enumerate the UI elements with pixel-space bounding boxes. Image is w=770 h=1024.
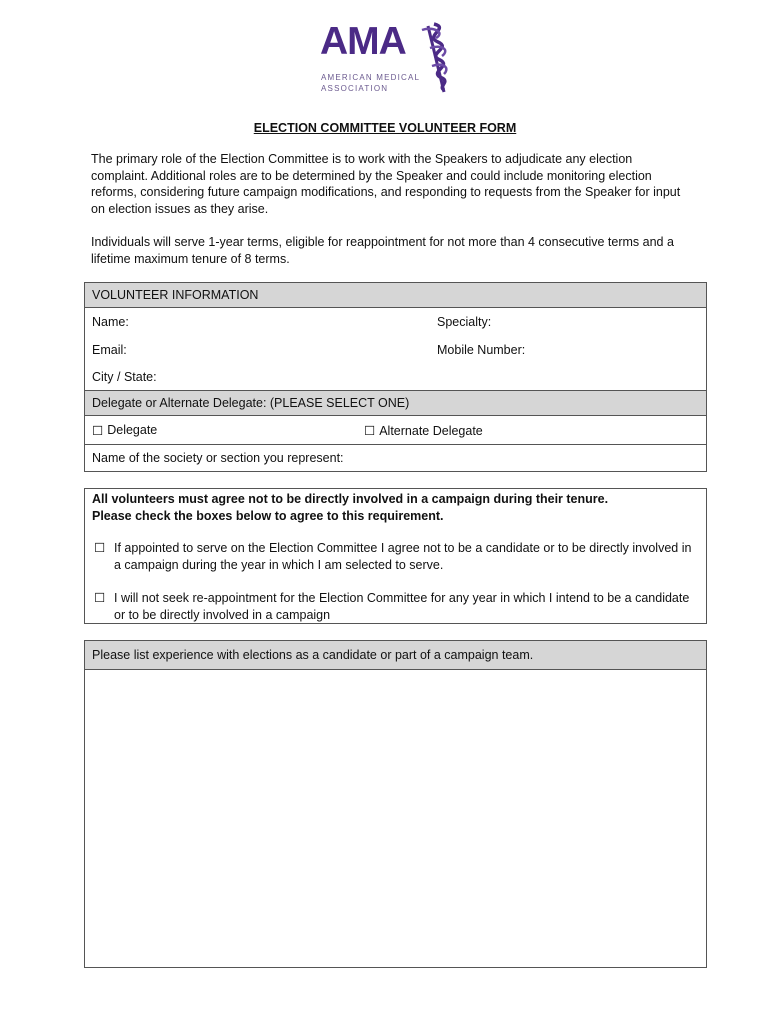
alternate-delegate-option <box>364 423 483 438</box>
specialty-field[interactable]: Specialty: <box>437 315 492 329</box>
experience-textarea[interactable] <box>85 670 706 967</box>
caduceus-icon <box>420 22 454 94</box>
agreement-checkbox-1[interactable]: ☐ <box>94 541 106 555</box>
ama-logo <box>320 22 460 98</box>
name-field[interactable]: Name: <box>92 315 129 329</box>
form-title-text: ELECTION COMMITTEE VOLUNTEER FORM <box>253 121 517 135</box>
agreement-title <box>85 489 706 524</box>
logo-subtitle-line1: AMERICAN MEDICAL <box>321 73 421 82</box>
agreement-item-1 <box>94 540 694 574</box>
delegate-checkbox[interactable]: ☐ <box>92 423 104 438</box>
city-state-field[interactable]: City / State: <box>92 369 157 384</box>
alternate-delegate-option-label: Alternate Delegate <box>379 423 483 438</box>
agreement-title-line1: All volunteers must agree not to be directly involved in a campaign during their tenure. <box>92 492 609 506</box>
email-mobile-row <box>85 336 706 363</box>
society-row <box>85 445 706 471</box>
delegate-options-row <box>85 416 706 445</box>
agreement-item-1-text: If appointed to serve on the Election Committee I agree not to be a candidate or to be directly involved in a campaign during the year in which I am selected to serve. <box>114 541 692 572</box>
name-specialty-row <box>85 308 706 336</box>
volunteer-info-header-text: VOLUNTEER INFORMATION <box>92 288 259 302</box>
agreement-item-2 <box>94 590 694 624</box>
mobile-number-field[interactable]: Mobile Number: <box>437 342 526 357</box>
delegate-option-label: Delegate <box>107 423 158 437</box>
experience-header <box>85 641 706 670</box>
volunteer-info-header <box>85 283 706 308</box>
form-title <box>0 121 770 135</box>
delegate-header-text: Delegate or Alternate Delegate: (PLEASE SELECT ONE) <box>92 396 410 410</box>
agreement-item-2-text: I will not seek re-appointment for the Election Committee for any year in which I intend to be a candidate or to be directly involved in a campaign <box>114 591 690 622</box>
terms-paragraph: Individuals will serve 1-year terms, eligible for reappointment for not more than 4 consecutive terms and a lifetime maximum tenure of 8 terms. <box>91 235 674 266</box>
agreement-checkbox-2[interactable]: ☐ <box>94 591 106 605</box>
agreement-box <box>84 488 707 624</box>
experience-header-text: Please list experience with elections as a candidate or part of a campaign team. <box>92 648 534 662</box>
intro-paragraph: The primary role of the Election Committee is to work with the Speakers to adjudicate any election complaint. Additional roles are to be determined by the Speaker and could include monitoring election reforms, considering future campaign modifications, and responding to requests from the Speaker for input on election issues as they arise. <box>91 152 681 216</box>
city-state-row <box>85 363 706 391</box>
delegate-header <box>85 391 706 416</box>
experience-box <box>84 640 707 968</box>
volunteer-information-table <box>84 282 707 472</box>
logo-wordmark: AMA <box>320 20 406 63</box>
logo-subtitle-line2: ASSOCIATION <box>321 84 389 93</box>
alternate-delegate-checkbox[interactable]: ☐ <box>364 423 376 438</box>
society-field[interactable]: Name of the society or section you represent: <box>92 451 344 465</box>
agreement-title-line2: Please check the boxes below to agree to this requirement. <box>92 508 444 523</box>
email-field[interactable]: Email: <box>92 342 127 357</box>
